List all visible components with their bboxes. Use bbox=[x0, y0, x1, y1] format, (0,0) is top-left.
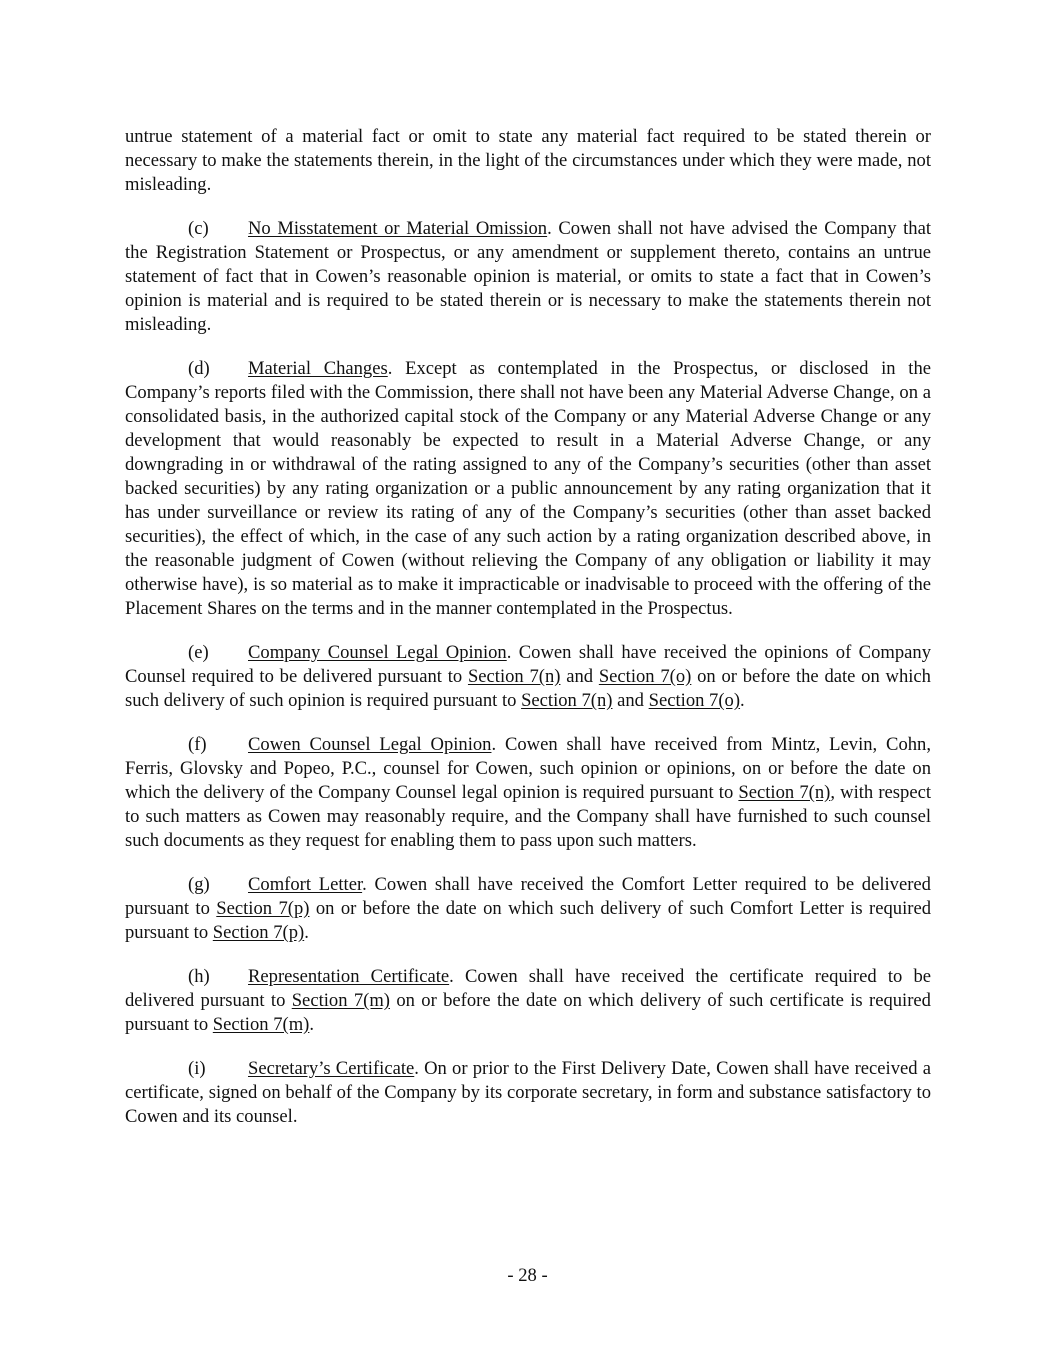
section-f-heading: Cowen Counsel Legal Opinion bbox=[248, 734, 492, 755]
section-c-heading: No Misstatement or Material Omission bbox=[248, 218, 548, 239]
section-h-number: (h) bbox=[188, 966, 210, 987]
section-g-ref-2: Section 7(p) bbox=[212, 922, 305, 943]
section-g-ref-1: Section 7(p) bbox=[216, 898, 310, 919]
section-d-heading: Material Changes bbox=[248, 358, 388, 379]
section-e-text-1: . Cowen shall have received the opinions of Company Counsel required to be delivered pursuant to bbox=[125, 642, 931, 687]
section-e-text-4: and bbox=[612, 690, 649, 711]
section-g-paragraph bbox=[125, 873, 931, 945]
intro-text: untrue statement of a material fact or omit to state any material fact required to be stated therein or necessary to make the statements therein, in the light of the circumstances under which they were made, not misleading. bbox=[125, 126, 931, 195]
section-g-text-3: . bbox=[304, 922, 309, 943]
section-i-heading: Secretary’s Certificate bbox=[248, 1058, 415, 1079]
document-page bbox=[125, 125, 931, 1149]
section-f-number: (f) bbox=[188, 734, 207, 755]
intro-paragraph bbox=[125, 125, 931, 197]
section-e-ref-2: Section 7(o) bbox=[598, 666, 692, 687]
section-g-number: (g) bbox=[188, 874, 210, 895]
section-e-text-5: . bbox=[740, 690, 745, 711]
section-f-text-1: . Cowen shall have received from Mintz, Levin, Cohn, Ferris, Glovsky and Popeo, P.C., counsel for Cowen, such opinion or opinions, on or before the date on which the delivery of the Company Counsel legal opinion is required pursuant to bbox=[125, 734, 931, 803]
section-e-heading: Company Counsel Legal Opinion bbox=[248, 642, 507, 663]
section-i-number: (i) bbox=[188, 1058, 206, 1079]
section-h-heading: Representation Certificate bbox=[248, 966, 450, 987]
section-e-paragraph bbox=[125, 641, 931, 713]
section-e-text-3: on or before the date on which such delivery of such opinion is required pursuant to bbox=[125, 666, 931, 711]
section-h-paragraph bbox=[125, 965, 931, 1037]
section-c-text: . Cowen shall not have advised the Company that the Registration Statement or Prospectus, or any amendment or supplement thereto, contains an untrue statement of fact that in Cowen’s reasonable opinion is material, or omits to state a fact that in Cowen’s opinion is material and is required to be stated therein or is necessary to make the statements therein not misleading. bbox=[125, 218, 931, 335]
section-h-ref-2: Section 7(m) bbox=[212, 1014, 310, 1035]
section-f-ref-1: Section 7(n) bbox=[738, 782, 831, 803]
section-h-text-1: . Cowen shall have received the certificate required to be delivered pursuant to bbox=[125, 966, 931, 1011]
section-i-paragraph bbox=[125, 1057, 931, 1129]
section-g-text-2: on or before the date on which such delivery of such Comfort Letter is required pursuant to bbox=[125, 898, 932, 943]
section-e-ref-4: Section 7(o) bbox=[648, 690, 741, 711]
section-h-ref-1: Section 7(m) bbox=[291, 990, 390, 1011]
page-number: - 28 - bbox=[507, 1265, 548, 1286]
section-g-heading: Comfort Letter bbox=[248, 874, 363, 895]
section-h-text-2: on or before the date on which delivery of such certificate is required pursuant to bbox=[125, 990, 931, 1035]
section-d-number: (d) bbox=[188, 358, 210, 379]
section-d-text: . Except as contemplated in the Prospectus, or disclosed in the Company’s reports filed with the Commission, there shall not have been any Material Adverse Change, on a consolidated basis, in the authorized capital stock of the Company or any Material Adverse Change or any development that would reasonably be expected to result in a Material Adverse Change, or any downgrading in or withdrawal of the rating assigned to any of the Company’s securities (other than asset backed securities) by any rating organization or a public announcement by any rating organization that it has under surveillance or review its rating of any of the Company’s securities (other than asset backed securities), the effect of which, in the case of any such action by a rating organization described above, in the reasonable judgment of Cowen (without relieving the Company of any obligation or liability it may otherwise have), is so material as to make it impracticable or inadvisable to proceed with the offering of the Placement Shares on the terms and in the manner contemplated in the Prospectus. bbox=[125, 358, 931, 619]
section-g-text-1: . Cowen shall have received the Comfort Letter required to be delivered pursuant to bbox=[125, 874, 931, 919]
section-e-ref-1: Section 7(n) bbox=[467, 666, 561, 687]
section-e-text-2: and bbox=[560, 666, 599, 687]
section-f-text-2: , with respect to such matters as Cowen may reasonably require, and the Company shall have furnished to such counsel such documents as they request for enabling them to pass upon such matters. bbox=[125, 782, 932, 851]
section-f-paragraph bbox=[125, 733, 931, 853]
section-c-number: (c) bbox=[188, 218, 209, 239]
section-e-number: (e) bbox=[188, 642, 209, 663]
section-d-paragraph bbox=[125, 357, 931, 621]
section-i-text: . On or prior to the First Delivery Date, Cowen shall have received a certificate, signed on behalf of the Company by its corporate secretary, in form and substance satisfactory to Cowen and its counsel. bbox=[125, 1058, 931, 1127]
section-c-paragraph bbox=[125, 217, 931, 337]
section-e-ref-3: Section 7(n) bbox=[521, 690, 613, 711]
section-h-text-3: . bbox=[309, 1014, 315, 1035]
